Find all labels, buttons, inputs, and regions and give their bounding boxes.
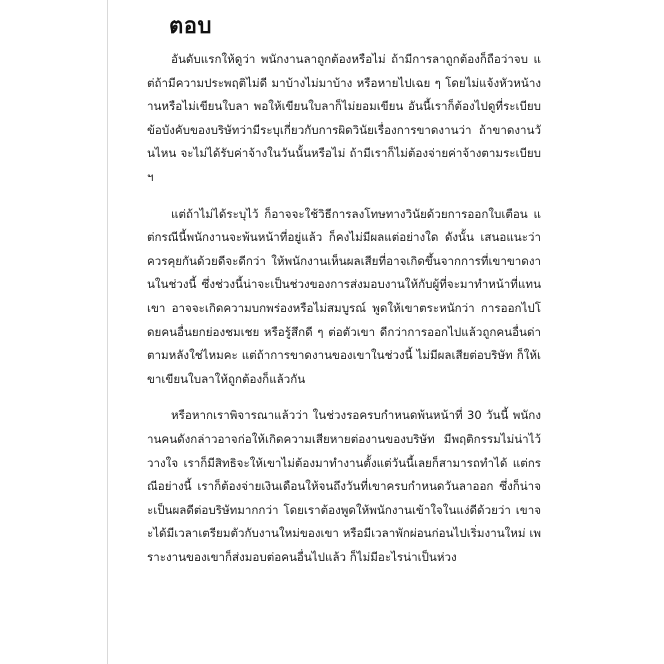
page-gutter-line	[107, 0, 108, 664]
paragraph-3: หรือหากเราพิจารณาแล้วว่า ในช่วงรอครบกำหนดพ้นหน้าที่ 30 วันนี้ พนักงานคนดังกล่าวอาจก่อให้เกิดความเสียหายต่องานของบริษัท มีพฤติกรรมไม่น่าไว้วางใจ เราก็มีสิทธิจะให้เขาไม่ต้องมาทำงานตั้งแต่วันนี้เลยก็สามารถทำได้ แต่กรณีอย่างนี้ เราก็ต้องจ่ายเงินเดือนให้จนถึงวันที่เขาครบกำหนดวันลาออก ซึ่งก็น่าจะเป็นผลดีต่อบริษัทมากกว่า โดยเราต้องพูดให้พนักงานเข้าใจในแง่ดีด้วยว่า เขาจะได้มีเวลาเตรียมตัวกับงานใหม่ของเขา หรือมีเวลาพักผ่อนก่อนไปเริ่มงานใหม่ เพราะงานของเขาก็ส่งมอบต่อคนอื่นไปแล้ว ก็ไม่มีอะไรน่าเป็นห่วง	[147, 408, 541, 564]
answer-section	[147, 10, 541, 582]
paragraph-1: อันดับแรกให้ดูว่า พนักงานลาถูกต้องหรือไม่ ถ้ามีการลาถูกต้องก็ถือว่าจบ แต่ถ้ามีความประพฤติไม่ดี มาบ้างไม่มาบ้าง หรือหายไปเฉย ๆ โดยไม่แจ้งหัวหน้างานหรือไม่เขียนใบลา พอให้เขียนใบลาก็ไม่ยอมเขียน อันนี้เราก็ต้องไปดูที่ระเบียบข้อบังคับของบริษัทว่ามีระบุเกี่ยวกับการผิดวินัยเรื่องการขาดงานว่า ถ้าขาดงานวันไหน จะไม่ได้รับค่าจ้างในวันนั้นหรือไม่ ถ้ามีเราก็ไม่ต้องจ่ายค่าจ้างตามระเบียบฯ	[147, 52, 541, 184]
paragraph-2: แต่ถ้าไม่ได้ระบุไว้ ก็อาจจะใช้วิธีการลงโทษทางวินัยด้วยการออกใบเตือน แต่กรณีนี้พนักงานจะพ้นหน้าที่อยู่แล้ว ก็คงไม่มีผลแต่อย่างใด ดังนั้น เสนอแนะว่า ควรคุยกันด้วยดีจะดีกว่า ให้พนักงานเห็นผลเสียที่อาจเกิดขึ้นจากการที่เขาขาดงานในช่วงนี้ ซึ่งช่วงนี้น่าจะเป็นช่วงของการส่งมอบงานให้กับผู้ที่จะมาทำหน้าที่แทนเขา อาจจะเกิดความบกพร่องหรือไม่สมบูรณ์ พูดให้เขาตระหนักว่า การออกไปโดยคนอื่นยกย่องชมเชย หรือรู้สึกดี ๆ ต่อตัวเขา ดีกว่าการออกไปแล้วถูกคนอื่นด่าตามหลังใช่ไหมคะ แต่ถ้าการขาดงานของเขาในช่วงนี้ ไม่มีผลเสียต่อบริษัท ก็ให้เขาเขียนใบลาให้ถูกต้องก็แล้วกัน	[147, 206, 541, 386]
answer-heading: ตอบ	[169, 14, 212, 39]
